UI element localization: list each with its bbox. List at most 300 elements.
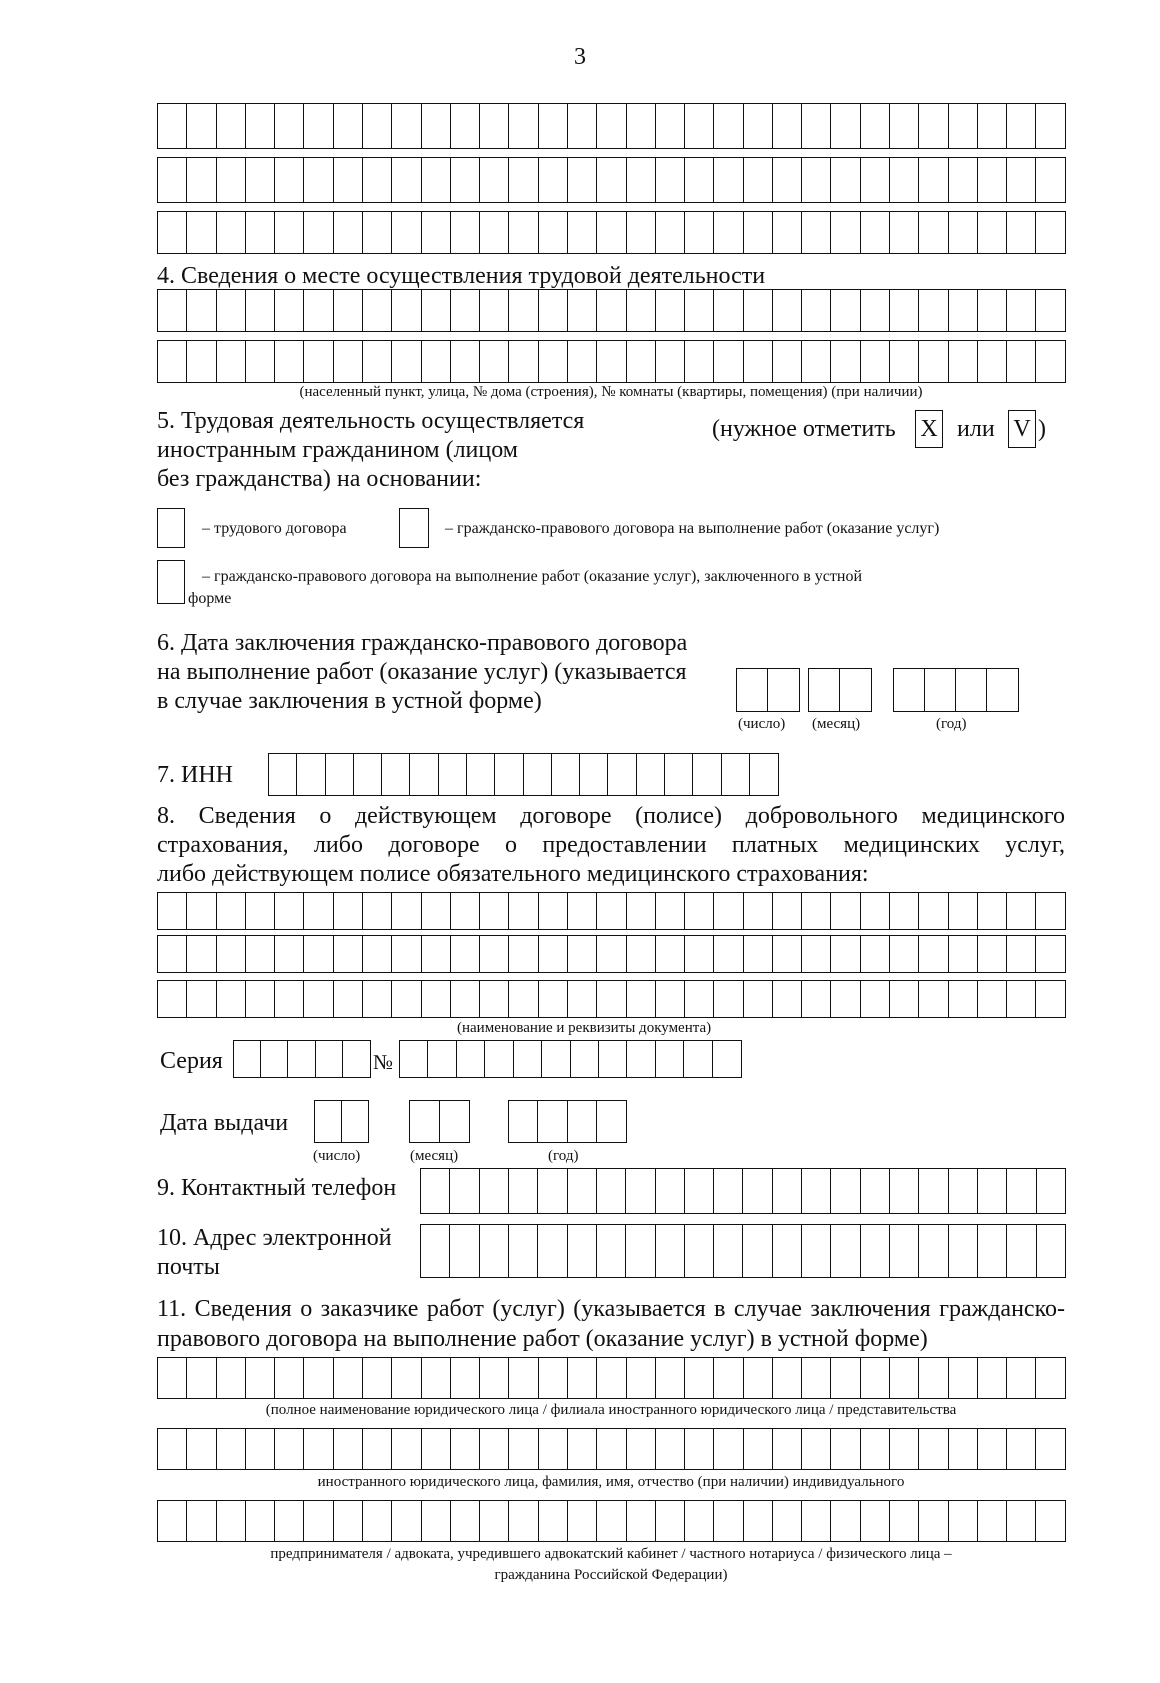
char-cell[interactable] bbox=[421, 103, 452, 149]
char-cell[interactable] bbox=[772, 1428, 803, 1470]
char-cell[interactable] bbox=[567, 1224, 598, 1278]
char-cell[interactable] bbox=[303, 1500, 334, 1542]
char-cell[interactable] bbox=[362, 1357, 393, 1399]
char-cell[interactable] bbox=[977, 103, 1008, 149]
char-cell[interactable] bbox=[381, 753, 411, 796]
char-cell[interactable] bbox=[399, 1040, 429, 1078]
char-cell[interactable] bbox=[860, 211, 891, 254]
char-cell[interactable] bbox=[626, 1040, 656, 1078]
char-cell[interactable] bbox=[948, 289, 979, 332]
char-cell[interactable] bbox=[684, 1428, 715, 1470]
char-cell[interactable] bbox=[918, 1357, 949, 1399]
char-cell[interactable] bbox=[421, 980, 452, 1018]
char-cell[interactable] bbox=[830, 935, 861, 973]
oral-civil-contract-checkbox[interactable] bbox=[157, 560, 185, 604]
char-cell[interactable] bbox=[1006, 157, 1037, 203]
char-cell[interactable] bbox=[438, 753, 468, 796]
char-cell[interactable] bbox=[801, 211, 832, 254]
char-cell[interactable] bbox=[625, 1168, 656, 1214]
char-cell[interactable] bbox=[948, 1168, 979, 1214]
char-cell[interactable] bbox=[303, 289, 334, 332]
char-cell[interactable] bbox=[245, 935, 276, 973]
char-cell[interactable] bbox=[579, 753, 609, 796]
char-cell[interactable] bbox=[889, 289, 920, 332]
char-cell[interactable] bbox=[830, 1224, 861, 1278]
char-cell[interactable] bbox=[889, 980, 920, 1018]
char-cell[interactable] bbox=[713, 1500, 744, 1542]
char-cell[interactable] bbox=[479, 289, 510, 332]
char-cell[interactable] bbox=[157, 980, 188, 1018]
char-cell[interactable] bbox=[216, 935, 247, 973]
char-cell[interactable] bbox=[1036, 1168, 1067, 1214]
char-cell[interactable] bbox=[948, 1500, 979, 1542]
char-cell[interactable] bbox=[655, 340, 686, 383]
char-cell[interactable] bbox=[889, 103, 920, 149]
char-cell[interactable] bbox=[216, 340, 247, 383]
char-cell[interactable] bbox=[508, 157, 539, 203]
char-cell[interactable] bbox=[421, 1500, 452, 1542]
char-cell[interactable] bbox=[918, 892, 949, 930]
char-cell[interactable] bbox=[743, 935, 774, 973]
char-cell[interactable] bbox=[315, 1040, 344, 1078]
char-cell[interactable] bbox=[684, 1500, 715, 1542]
char-cell[interactable] bbox=[655, 1428, 686, 1470]
char-cell[interactable] bbox=[538, 1428, 569, 1470]
char-cell[interactable] bbox=[333, 157, 364, 203]
char-cell[interactable] bbox=[889, 211, 920, 254]
char-cell[interactable] bbox=[420, 1168, 451, 1214]
char-cell[interactable] bbox=[567, 980, 598, 1018]
char-cell[interactable] bbox=[683, 1040, 713, 1078]
char-cell[interactable] bbox=[742, 1168, 773, 1214]
char-cell[interactable] bbox=[362, 103, 393, 149]
char-cell[interactable] bbox=[986, 668, 1019, 712]
char-cell[interactable] bbox=[216, 289, 247, 332]
char-cell[interactable] bbox=[655, 157, 686, 203]
char-cell[interactable] bbox=[567, 103, 598, 149]
char-cell[interactable] bbox=[772, 935, 803, 973]
char-cell[interactable] bbox=[801, 1500, 832, 1542]
char-cell[interactable] bbox=[391, 289, 422, 332]
char-cell[interactable] bbox=[743, 211, 774, 254]
char-cell[interactable] bbox=[692, 753, 722, 796]
char-cell[interactable] bbox=[274, 1357, 305, 1399]
char-cell[interactable] bbox=[839, 668, 872, 712]
char-cell[interactable] bbox=[333, 1500, 364, 1542]
char-cell[interactable] bbox=[303, 980, 334, 1018]
char-cell[interactable] bbox=[216, 1428, 247, 1470]
char-cell[interactable] bbox=[655, 289, 686, 332]
char-cell[interactable] bbox=[450, 211, 481, 254]
char-cell[interactable] bbox=[538, 1357, 569, 1399]
char-cell[interactable] bbox=[684, 211, 715, 254]
char-cell[interactable] bbox=[860, 103, 891, 149]
char-cell[interactable] bbox=[1006, 340, 1037, 383]
char-cell[interactable] bbox=[626, 211, 657, 254]
char-cell[interactable] bbox=[362, 892, 393, 930]
char-cell[interactable] bbox=[772, 157, 803, 203]
char-cell[interactable] bbox=[713, 1168, 744, 1214]
char-cell[interactable] bbox=[918, 157, 949, 203]
char-cell[interactable] bbox=[713, 289, 744, 332]
char-cell[interactable] bbox=[186, 157, 217, 203]
char-cell[interactable] bbox=[508, 340, 539, 383]
char-cell[interactable] bbox=[801, 1224, 832, 1278]
char-cell[interactable] bbox=[268, 753, 298, 796]
char-cell[interactable] bbox=[889, 1428, 920, 1470]
char-cell[interactable] bbox=[743, 1428, 774, 1470]
char-cell[interactable] bbox=[186, 935, 217, 973]
char-cell[interactable] bbox=[655, 1168, 686, 1214]
char-cell[interactable] bbox=[977, 1224, 1008, 1278]
char-cell[interactable] bbox=[245, 980, 276, 1018]
char-cell[interactable] bbox=[260, 1040, 289, 1078]
char-cell[interactable] bbox=[333, 1428, 364, 1470]
char-cell[interactable] bbox=[157, 340, 188, 383]
char-cell[interactable] bbox=[362, 211, 393, 254]
char-cell[interactable] bbox=[567, 289, 598, 332]
char-grid-row[interactable] bbox=[157, 289, 1065, 332]
char-cell[interactable] bbox=[713, 157, 744, 203]
char-cell[interactable] bbox=[977, 980, 1008, 1018]
char-cell[interactable] bbox=[1035, 211, 1066, 254]
char-cell[interactable] bbox=[684, 289, 715, 332]
char-cell[interactable] bbox=[889, 1500, 920, 1542]
char-cell[interactable] bbox=[860, 980, 891, 1018]
char-cell[interactable] bbox=[391, 211, 422, 254]
char-cell[interactable] bbox=[948, 103, 979, 149]
char-cell[interactable] bbox=[626, 157, 657, 203]
char-cell[interactable] bbox=[948, 980, 979, 1018]
char-cell[interactable] bbox=[362, 340, 393, 383]
char-cell[interactable] bbox=[186, 980, 217, 1018]
char-cell[interactable] bbox=[743, 892, 774, 930]
char-cell[interactable] bbox=[449, 1224, 480, 1278]
char-cell[interactable] bbox=[655, 103, 686, 149]
char-cell[interactable] bbox=[1036, 1224, 1067, 1278]
char-cell[interactable] bbox=[889, 935, 920, 973]
char-cell[interactable] bbox=[333, 340, 364, 383]
char-cell[interactable] bbox=[157, 289, 188, 332]
char-cell[interactable] bbox=[1006, 1357, 1037, 1399]
char-cell[interactable] bbox=[157, 935, 188, 973]
char-cell[interactable] bbox=[625, 1224, 656, 1278]
char-cell[interactable] bbox=[636, 753, 666, 796]
char-cell[interactable] bbox=[893, 668, 926, 712]
char-grid-row[interactable] bbox=[157, 935, 1065, 973]
char-cell[interactable] bbox=[801, 980, 832, 1018]
char-cell[interactable] bbox=[772, 1500, 803, 1542]
char-cell[interactable] bbox=[713, 892, 744, 930]
char-cell[interactable] bbox=[538, 340, 569, 383]
char-cell[interactable] bbox=[713, 211, 744, 254]
char-cell[interactable] bbox=[537, 1168, 568, 1214]
char-cell[interactable] bbox=[948, 935, 979, 973]
char-cell[interactable] bbox=[508, 892, 539, 930]
contract-year-input[interactable] bbox=[893, 668, 1017, 712]
char-cell[interactable] bbox=[303, 157, 334, 203]
char-cell[interactable] bbox=[889, 1168, 920, 1214]
char-cell[interactable] bbox=[918, 1224, 949, 1278]
char-cell[interactable] bbox=[977, 1168, 1008, 1214]
number-input[interactable] bbox=[399, 1040, 740, 1078]
char-cell[interactable] bbox=[889, 157, 920, 203]
char-cell[interactable] bbox=[596, 935, 627, 973]
char-cell[interactable] bbox=[494, 753, 524, 796]
char-cell[interactable] bbox=[479, 935, 510, 973]
char-cell[interactable] bbox=[421, 340, 452, 383]
char-cell[interactable] bbox=[274, 340, 305, 383]
char-cell[interactable] bbox=[479, 1428, 510, 1470]
char-cell[interactable] bbox=[508, 103, 539, 149]
char-cell[interactable] bbox=[567, 1500, 598, 1542]
char-cell[interactable] bbox=[551, 753, 581, 796]
char-cell[interactable] bbox=[274, 1500, 305, 1542]
issue-month-input[interactable] bbox=[409, 1100, 468, 1143]
char-cell[interactable] bbox=[830, 157, 861, 203]
char-cell[interactable] bbox=[450, 157, 481, 203]
char-cell[interactable] bbox=[466, 753, 496, 796]
char-cell[interactable] bbox=[977, 1357, 1008, 1399]
char-cell[interactable] bbox=[743, 980, 774, 1018]
char-cell[interactable] bbox=[420, 1224, 451, 1278]
char-cell[interactable] bbox=[1035, 103, 1066, 149]
char-cell[interactable] bbox=[186, 211, 217, 254]
char-cell[interactable] bbox=[333, 980, 364, 1018]
char-cell[interactable] bbox=[860, 1224, 891, 1278]
char-cell[interactable] bbox=[157, 1428, 188, 1470]
char-cell[interactable] bbox=[948, 892, 979, 930]
char-cell[interactable] bbox=[948, 1428, 979, 1470]
char-cell[interactable] bbox=[216, 1500, 247, 1542]
char-cell[interactable] bbox=[713, 980, 744, 1018]
char-cell[interactable] bbox=[342, 1040, 371, 1078]
char-cell[interactable] bbox=[1035, 935, 1066, 973]
char-cell[interactable] bbox=[742, 1224, 773, 1278]
char-cell[interactable] bbox=[772, 1168, 803, 1214]
char-grid-row[interactable] bbox=[157, 980, 1065, 1018]
char-cell[interactable] bbox=[508, 1100, 539, 1143]
char-cell[interactable] bbox=[287, 1040, 316, 1078]
char-cell[interactable] bbox=[245, 340, 276, 383]
char-cell[interactable] bbox=[245, 211, 276, 254]
char-cell[interactable] bbox=[684, 1224, 715, 1278]
char-cell[interactable] bbox=[684, 340, 715, 383]
char-cell[interactable] bbox=[538, 935, 569, 973]
char-cell[interactable] bbox=[341, 1100, 369, 1143]
char-cell[interactable] bbox=[655, 1357, 686, 1399]
char-cell[interactable] bbox=[830, 289, 861, 332]
char-cell[interactable] bbox=[274, 289, 305, 332]
issue-year-input[interactable] bbox=[508, 1100, 625, 1143]
char-cell[interactable] bbox=[977, 289, 1008, 332]
char-cell[interactable] bbox=[772, 340, 803, 383]
char-cell[interactable] bbox=[450, 103, 481, 149]
char-cell[interactable] bbox=[508, 1428, 539, 1470]
char-cell[interactable] bbox=[801, 157, 832, 203]
char-cell[interactable] bbox=[889, 1224, 920, 1278]
char-cell[interactable] bbox=[721, 753, 751, 796]
char-cell[interactable] bbox=[596, 892, 627, 930]
char-cell[interactable] bbox=[362, 1428, 393, 1470]
char-cell[interactable] bbox=[918, 935, 949, 973]
char-cell[interactable] bbox=[513, 1040, 543, 1078]
char-cell[interactable] bbox=[186, 340, 217, 383]
char-cell[interactable] bbox=[830, 980, 861, 1018]
char-cell[interactable] bbox=[684, 935, 715, 973]
char-cell[interactable] bbox=[1006, 289, 1037, 332]
char-cell[interactable] bbox=[537, 1100, 568, 1143]
char-cell[interactable] bbox=[860, 1168, 891, 1214]
char-cell[interactable] bbox=[157, 103, 188, 149]
char-cell[interactable] bbox=[450, 340, 481, 383]
char-grid-row[interactable] bbox=[157, 211, 1065, 254]
char-cell[interactable] bbox=[596, 103, 627, 149]
email-input[interactable] bbox=[420, 1224, 1065, 1278]
char-cell[interactable] bbox=[333, 103, 364, 149]
char-cell[interactable] bbox=[860, 1500, 891, 1542]
char-cell[interactable] bbox=[479, 1168, 510, 1214]
char-cell[interactable] bbox=[772, 289, 803, 332]
char-cell[interactable] bbox=[157, 157, 188, 203]
char-cell[interactable] bbox=[216, 157, 247, 203]
char-cell[interactable] bbox=[684, 892, 715, 930]
char-cell[interactable] bbox=[303, 935, 334, 973]
char-cell[interactable] bbox=[596, 340, 627, 383]
char-cell[interactable] bbox=[296, 753, 326, 796]
char-cell[interactable] bbox=[303, 211, 334, 254]
char-cell[interactable] bbox=[977, 892, 1008, 930]
char-cell[interactable] bbox=[655, 1224, 686, 1278]
employment-contract-checkbox[interactable] bbox=[157, 508, 185, 548]
char-cell[interactable] bbox=[860, 1357, 891, 1399]
char-cell[interactable] bbox=[830, 1500, 861, 1542]
char-cell[interactable] bbox=[274, 211, 305, 254]
char-cell[interactable] bbox=[596, 980, 627, 1018]
char-cell[interactable] bbox=[889, 892, 920, 930]
char-cell[interactable] bbox=[596, 1357, 627, 1399]
char-cell[interactable] bbox=[767, 668, 800, 712]
char-cell[interactable] bbox=[274, 980, 305, 1018]
char-cell[interactable] bbox=[362, 980, 393, 1018]
char-cell[interactable] bbox=[157, 892, 188, 930]
char-cell[interactable] bbox=[801, 1168, 832, 1214]
char-cell[interactable] bbox=[948, 211, 979, 254]
char-cell[interactable] bbox=[860, 289, 891, 332]
char-cell[interactable] bbox=[801, 1428, 832, 1470]
phone-input[interactable] bbox=[420, 1168, 1065, 1214]
char-cell[interactable] bbox=[450, 980, 481, 1018]
char-cell[interactable] bbox=[596, 157, 627, 203]
char-cell[interactable] bbox=[567, 1168, 598, 1214]
char-cell[interactable] bbox=[655, 935, 686, 973]
char-cell[interactable] bbox=[508, 935, 539, 973]
char-cell[interactable] bbox=[889, 1357, 920, 1399]
char-cell[interactable] bbox=[743, 103, 774, 149]
char-cell[interactable] bbox=[427, 1040, 457, 1078]
char-cell[interactable] bbox=[421, 289, 452, 332]
char-cell[interactable] bbox=[713, 1428, 744, 1470]
char-cell[interactable] bbox=[508, 1224, 539, 1278]
char-cell[interactable] bbox=[596, 211, 627, 254]
char-cell[interactable] bbox=[570, 1040, 600, 1078]
char-cell[interactable] bbox=[1035, 980, 1066, 1018]
char-cell[interactable] bbox=[508, 1168, 539, 1214]
char-cell[interactable] bbox=[977, 211, 1008, 254]
char-cell[interactable] bbox=[479, 340, 510, 383]
char-cell[interactable] bbox=[713, 935, 744, 973]
char-cell[interactable] bbox=[274, 157, 305, 203]
char-cell[interactable] bbox=[743, 1500, 774, 1542]
char-cell[interactable] bbox=[439, 1100, 470, 1143]
char-cell[interactable] bbox=[314, 1100, 342, 1143]
char-cell[interactable] bbox=[233, 1040, 262, 1078]
char-cell[interactable] bbox=[918, 211, 949, 254]
char-cell[interactable] bbox=[157, 1357, 188, 1399]
char-cell[interactable] bbox=[1006, 1224, 1037, 1278]
char-cell[interactable] bbox=[303, 892, 334, 930]
char-cell[interactable] bbox=[772, 1357, 803, 1399]
char-cell[interactable] bbox=[948, 340, 979, 383]
char-cell[interactable] bbox=[977, 935, 1008, 973]
issue-day-input[interactable] bbox=[314, 1100, 367, 1143]
char-cell[interactable] bbox=[655, 1500, 686, 1542]
char-cell[interactable] bbox=[713, 103, 744, 149]
char-cell[interactable] bbox=[918, 1428, 949, 1470]
char-cell[interactable] bbox=[655, 892, 686, 930]
char-cell[interactable] bbox=[713, 1224, 744, 1278]
char-cell[interactable] bbox=[303, 340, 334, 383]
char-cell[interactable] bbox=[216, 1357, 247, 1399]
char-cell[interactable] bbox=[977, 1428, 1008, 1470]
char-cell[interactable] bbox=[541, 1040, 571, 1078]
char-cell[interactable] bbox=[391, 157, 422, 203]
char-cell[interactable] bbox=[538, 1500, 569, 1542]
char-cell[interactable] bbox=[860, 340, 891, 383]
char-cell[interactable] bbox=[391, 1357, 422, 1399]
char-cell[interactable] bbox=[918, 1500, 949, 1542]
char-cell[interactable] bbox=[743, 289, 774, 332]
char-cell[interactable] bbox=[303, 1357, 334, 1399]
char-cell[interactable] bbox=[479, 103, 510, 149]
series-input[interactable] bbox=[233, 1040, 369, 1078]
char-cell[interactable] bbox=[1006, 103, 1037, 149]
char-cell[interactable] bbox=[245, 1357, 276, 1399]
char-grid-row[interactable] bbox=[157, 1357, 1065, 1399]
char-cell[interactable] bbox=[274, 103, 305, 149]
char-cell[interactable] bbox=[567, 157, 598, 203]
char-cell[interactable] bbox=[596, 1428, 627, 1470]
char-cell[interactable] bbox=[918, 289, 949, 332]
char-cell[interactable] bbox=[684, 103, 715, 149]
char-cell[interactable] bbox=[1006, 1428, 1037, 1470]
char-cell[interactable] bbox=[508, 980, 539, 1018]
char-cell[interactable] bbox=[626, 892, 657, 930]
char-cell[interactable] bbox=[333, 289, 364, 332]
char-cell[interactable] bbox=[1006, 211, 1037, 254]
char-cell[interactable] bbox=[749, 753, 779, 796]
char-cell[interactable] bbox=[860, 892, 891, 930]
char-cell[interactable] bbox=[977, 157, 1008, 203]
char-cell[interactable] bbox=[1006, 1168, 1037, 1214]
char-cell[interactable] bbox=[479, 892, 510, 930]
char-cell[interactable] bbox=[626, 103, 657, 149]
char-cell[interactable] bbox=[1006, 935, 1037, 973]
char-cell[interactable] bbox=[421, 1428, 452, 1470]
char-cell[interactable] bbox=[772, 103, 803, 149]
char-cell[interactable] bbox=[186, 892, 217, 930]
char-cell[interactable] bbox=[450, 1500, 481, 1542]
